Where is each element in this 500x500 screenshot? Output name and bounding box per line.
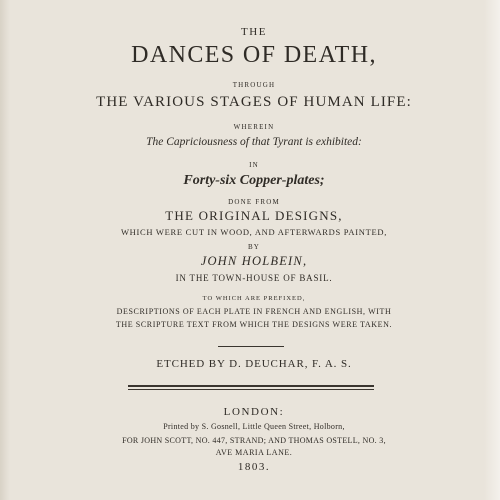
double-rule-thin: [128, 389, 374, 390]
imprint-printer: Printed by S. Gosnell, Little Queen Street, Holborn,: [163, 422, 345, 431]
which-were-cut-line: WHICH WERE CUT IN WOOD, AND AFTERWARDS PAINTED,: [120, 227, 388, 237]
imprint-year: 1803.: [237, 461, 271, 473]
town-house-line: IN THE TOWN-HOUSE OF BASIL.: [175, 273, 333, 283]
descriptions-line-2: THE SCRIPTURE TEXT FROM WHICH THE DESIGNS WERE TAKEN.: [115, 320, 393, 329]
title-article: THE: [241, 26, 267, 38]
capriciousness-line: The Capriciousness of that Tyrant is exhibited:: [146, 136, 362, 148]
descriptions-line-1: DESCRIPTIONS OF EACH PLATE IN FRENCH AND ENGLISH, WITH: [116, 307, 392, 316]
original-designs-line: THE ORIGINAL DESIGNS,: [165, 208, 343, 223]
plates-line: Forty-six Copper-plates;: [183, 173, 325, 188]
imprint-publishers: FOR JOHN SCOTT, NO. 447, STRAND; AND THOMAS OSTELL, NO. 3,: [122, 436, 386, 445]
in-line: IN: [249, 161, 259, 169]
prefixed-line: TO WHICH ARE PREFIXED,: [202, 295, 306, 302]
etched-by-line: ETCHED BY D. DEUCHAR, F. A. S.: [156, 358, 352, 370]
wherein-line: WHEREIN: [233, 123, 275, 131]
author-name: JOHN HOLBEIN,: [200, 254, 308, 268]
short-rule: [218, 346, 284, 347]
subtitle: THE VARIOUS STAGES OF HUMAN LIFE:: [96, 94, 412, 110]
double-rule-thick: [128, 385, 374, 387]
through-line: THROUGH: [232, 81, 276, 89]
by-line: BY: [247, 243, 261, 251]
imprint-address: AVE MARIA LANE.: [215, 448, 293, 457]
imprint-city: LONDON:: [223, 406, 285, 418]
main-title: DANCES OF DEATH,: [131, 42, 377, 68]
done-from-line: DONE FROM: [228, 198, 280, 206]
